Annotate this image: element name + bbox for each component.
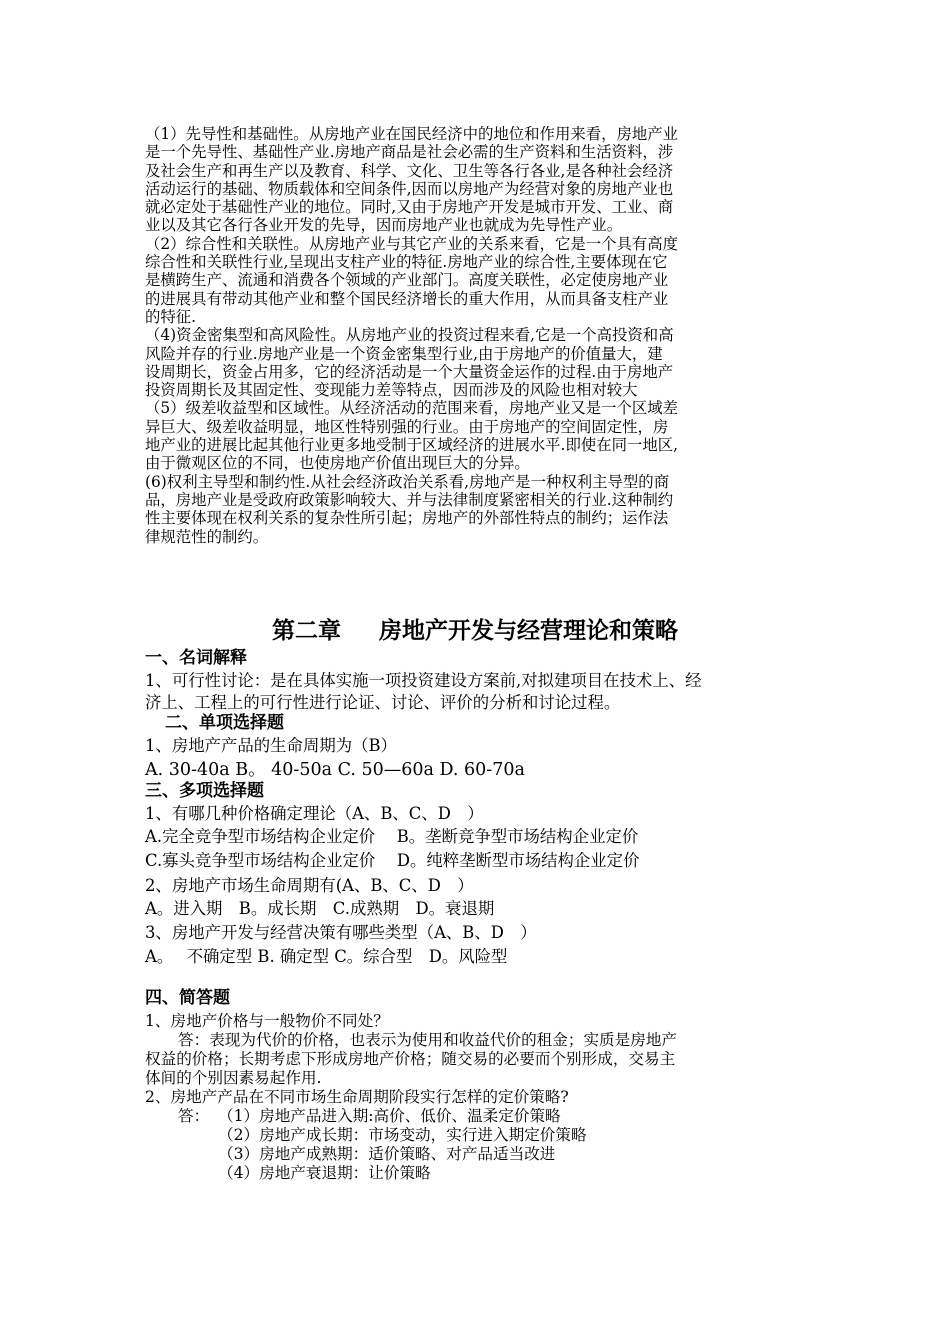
multi-choice-options: A。进入期 B。成长期 C.成熟期 D。衰退期	[145, 899, 495, 918]
text-line: 综合性和关联性行业,呈现出支柱产业的特征.房地产业的综合性,主要体现在它	[145, 253, 668, 272]
text-line: 异巨大、级差收益明显，地区性特别强的行业。由于房地产的空间固定性，房	[145, 417, 669, 436]
text-line: 的特征.	[145, 307, 197, 326]
answer-item: （3）房地产成熟期：适价策略、对产品适当改进	[218, 1145, 556, 1163]
short-answer-text: 体间的个别因素易起作用.	[145, 1069, 322, 1087]
text-line: 就必定处于基础性产业的地位。同时,又由于房地产开发是城市开发、工业、商	[145, 198, 674, 217]
short-answer-question: 2、房地产产品在不同市场生命周期阶段实行怎样的定价策略?	[145, 1088, 569, 1106]
text-line: 是一个先导性、基础性产业.房地产商品是社会必需的生产资料和生活资料，涉	[145, 143, 674, 162]
text-line: 是横跨生产、流通和消费各个领域的产业部门。高度关联性，必定使房地产业	[145, 271, 669, 290]
terms-heading: 一、名词解释	[145, 648, 247, 668]
multi-choice-heading: 三、多项选择题	[145, 781, 264, 801]
text-line: 地产业的进展比起其他行业更多地受制于区域经济的进展水平.即使在同一地区,	[145, 436, 679, 455]
short-answer-question: 1、房地产价格与一般物价不同处？	[145, 1012, 389, 1030]
answer-item: （4）房地产衰退期：让价策略	[218, 1164, 431, 1182]
text-line: 的进展具有带动其他产业和整个国民经济增长的重大作用，从而具备支柱产业	[145, 289, 669, 308]
short-answer-heading: 四、简答题	[145, 988, 230, 1008]
text-line: 由于微观区位的不同，也使房地产价值出现巨大的分异。	[145, 454, 530, 473]
answer-label: 答：	[178, 1107, 210, 1125]
multi-choice-question: 1、有哪几种价格确定理论（A、B、C、D ）	[145, 804, 484, 823]
multi-choice-options: C.寡头竞争型市场结构企业定价 D。纯粹垄断型市场结构企业定价	[145, 851, 640, 870]
single-choice-heading: 二、单项选择题	[165, 713, 284, 733]
text-line: （4)资金密集型和高风险性。从房地产业的投资过程来看,它是一个高投资和高	[145, 326, 674, 345]
text-line: （2）综合性和关联性。从房地产业与其它产业的关系来看，它是一个具有高度	[145, 234, 679, 253]
chapter-number: 第二章	[272, 618, 341, 644]
single-choice-options: A. 30-40a B。 40-50a C. 50—60a D. 60-70a	[145, 760, 525, 780]
text-line: 性主要体现在权利关系的复杂性所引起；房地产的外部性特点的制约；运作法	[145, 509, 669, 528]
multi-choice-options: A。 不确定型 B. 确定型 C。综合型 D。风险型	[145, 947, 508, 966]
chapter-name: 房地产开发与经营理论和策略	[379, 618, 678, 644]
multi-choice-question: 3、房地产开发与经营决策有哪些类型（A、B、D ）	[145, 923, 537, 942]
short-answer-text: 答：表现为代价的价格，也表示为使用和收益代价的租金；实质是房地产	[178, 1031, 678, 1049]
terms-line: 1、可行性讨论：是在具体实施一项投资建设方案前,对拟建项目在技术上、经	[145, 671, 702, 690]
text-line: 风险并存的行业.房地产业是一个资金密集型行业,由于房地产的价值量大，建	[145, 344, 663, 363]
chapter-title	[0, 612, 950, 645]
text-line: 及社会生产和再生产以及教育、科学、文化、卫生等各行各业,是各种社会经济	[145, 161, 674, 180]
text-line: 设周期长，资金占用多，它的经济活动是一个大量资金运作的过程.由于房地产	[145, 362, 674, 381]
text-line: 业以及其它各行各业开发的先导，因而房地产业也就成为先导性产业。	[145, 216, 623, 235]
text-line: （5）级差收益型和区域性。从经济活动的范围来看，房地产业又是一个区域差	[145, 399, 679, 418]
multi-choice-options: A.完全竞争型市场结构企业定价 B。垄断竞争型市场结构企业定价	[145, 827, 639, 846]
text-line: （1）先导性和基础性。从房地产业在国民经济中的地位和作用来看，房地产业	[145, 125, 679, 143]
industry-characteristics-section	[145, 125, 821, 546]
text-line: 活动运行的基础、物质载体和空间条件,因而以房地产为经营对象的房地产业也	[145, 179, 674, 198]
text-line: (6)权利主导型和制约性.从社会经济政治关系看,房地产是一种权利主导型的商	[145, 472, 670, 491]
text-line: 品，房地产业是受政府政策影响较大、并与法律制度紧密相关的行业.这种制约	[145, 490, 674, 509]
text-line: 律规范性的制约。	[145, 527, 269, 546]
answer-item: （2）房地产成长期：市场变动，实行进入期定价策略	[218, 1126, 587, 1144]
multi-choice-question: 2、房地产市场生命周期有(A、B、C、D ）	[145, 876, 474, 895]
terms-line: 济上、工程上的可行性进行论证、讨论、评价的分析和讨论过程。	[145, 693, 621, 712]
answer-item: （1）房地产品进入期:高价、低价、温柔定价策略	[218, 1107, 561, 1125]
short-answer-text: 权益的价格；长期考虑下形成房地产价格；随交易的必要而个别形成，交易主	[145, 1050, 676, 1068]
text-line: 投资周期长及其固定性、变现能力差等特点，因而涉及的风险也相对较大	[145, 381, 638, 400]
single-choice-question: 1、房地产产品的生命周期为（B）	[145, 736, 397, 755]
